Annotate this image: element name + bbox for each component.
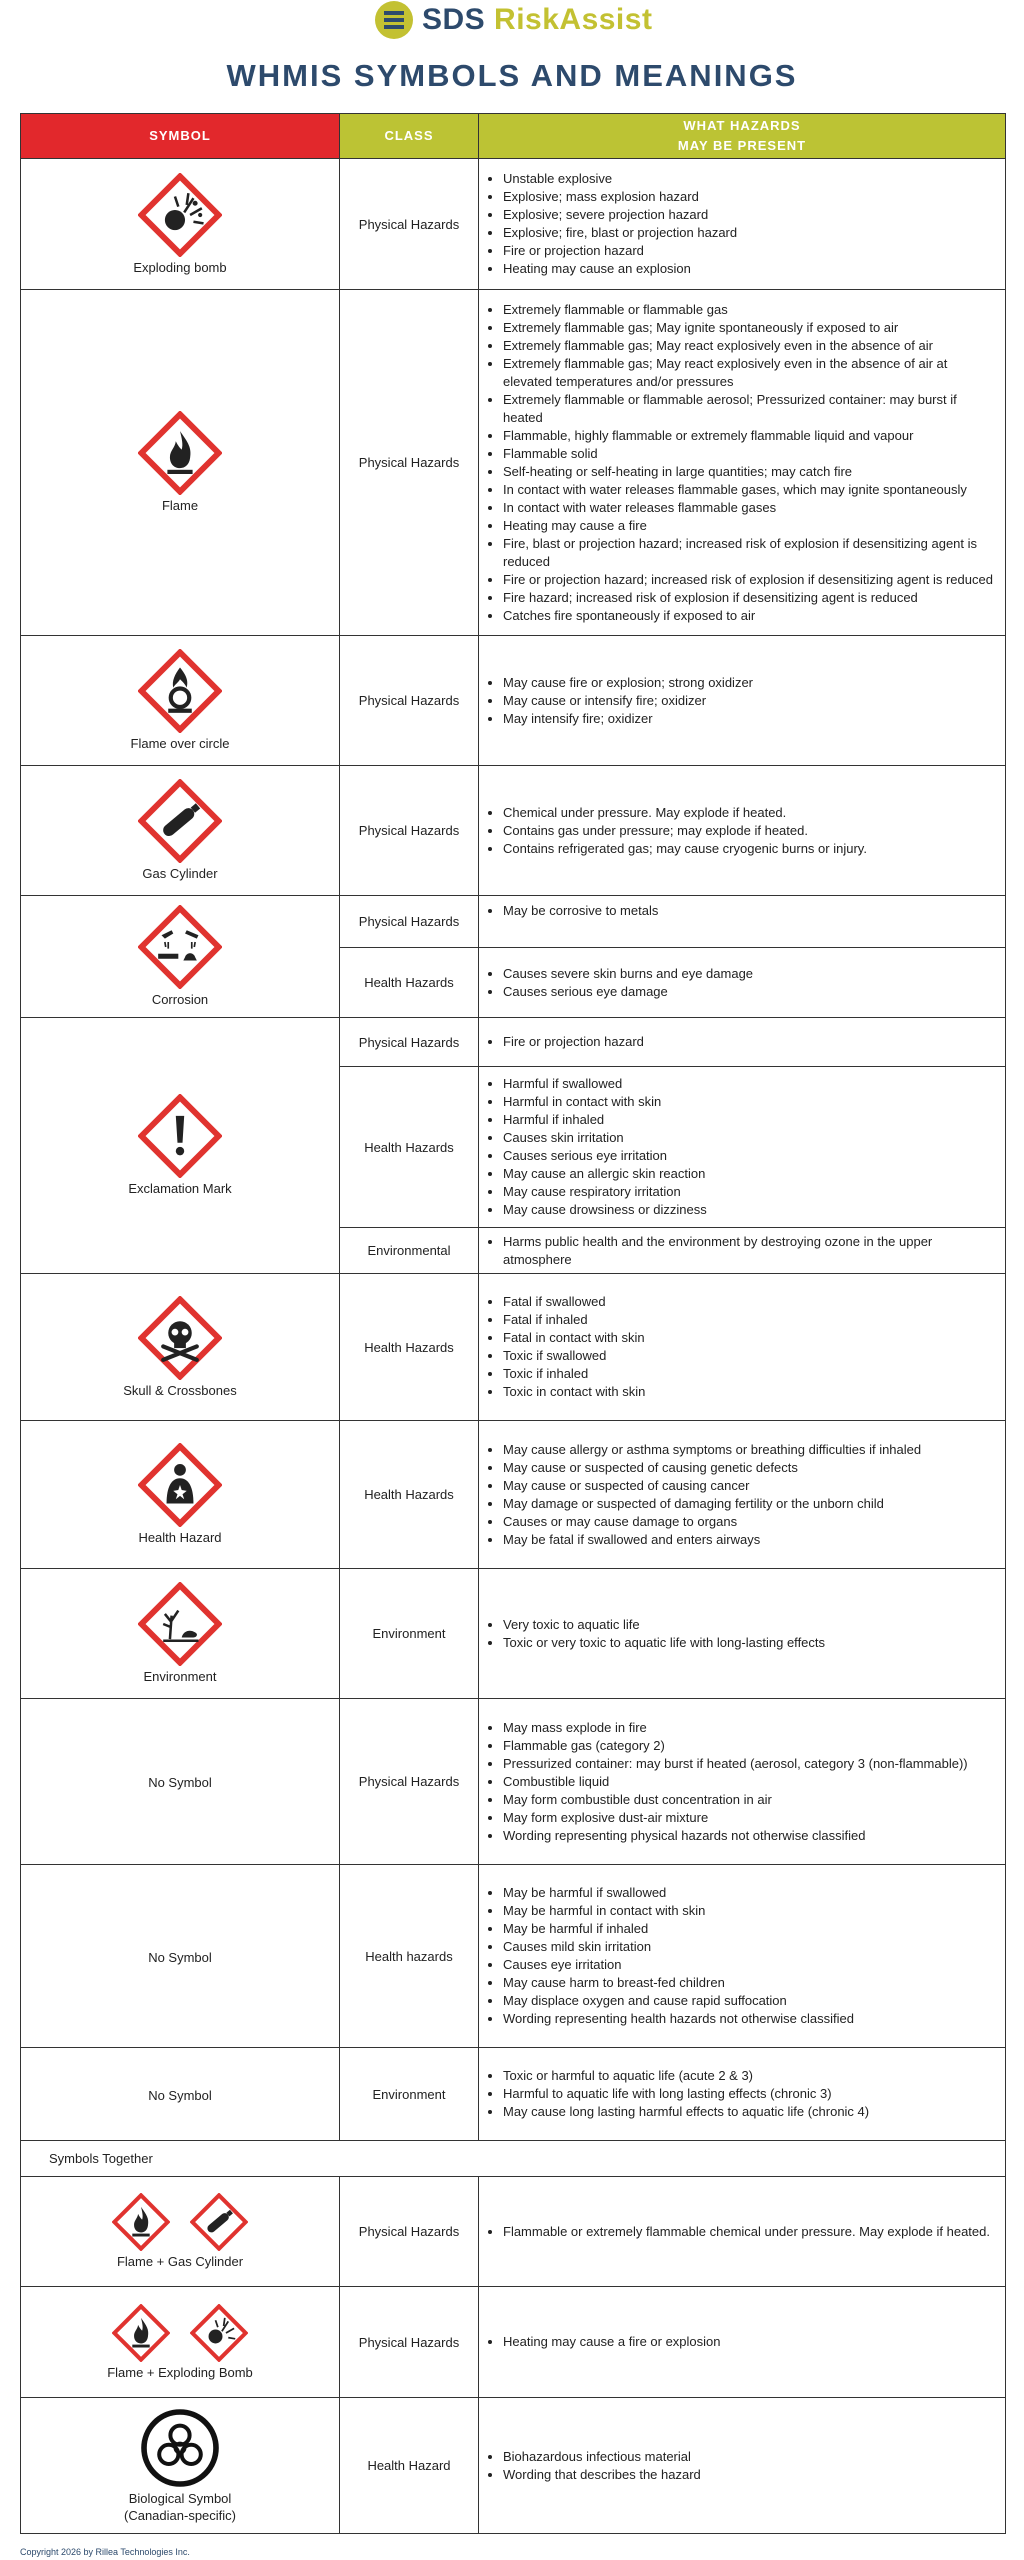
gas-cylinder-icon: [190, 2193, 248, 2251]
hazard-item: • Causes mild skin irritation: [503, 1938, 999, 1956]
hazard-list: [483, 1233, 999, 1269]
class-cell: Physical Hazards: [340, 896, 479, 948]
symbol-label: Gas Cylinder: [142, 866, 218, 881]
hazard-item: • May intensify fire; oxidizer: [503, 710, 999, 728]
hazard-item: • Flammable or extremely flammable chemical under pressure. May explode if heated.: [503, 2223, 999, 2241]
hazard-item: • Unstable explosive: [503, 170, 999, 188]
class-cell: Physical Hazards: [340, 636, 479, 766]
hazard-item: • Extremely flammable or flammable gas: [503, 301, 999, 319]
copyright-text: Copyright 2026 by Rillea Technologies Inc.: [20, 2547, 190, 2557]
table-header-row: [21, 114, 1006, 159]
hazards-cell: [479, 896, 1006, 948]
hazard-item: • Harmful to aquatic life with long lasting effects (chronic 3): [503, 2085, 999, 2103]
hazard-item: • Very toxic to aquatic life: [503, 1616, 999, 1634]
symbol-label: Environment: [143, 1669, 217, 1684]
hazard-item: • May be fatal if swallowed and enters airways: [503, 1531, 999, 1549]
hazard-item: • May cause fire or explosion; strong oxidizer: [503, 674, 999, 692]
corrosion-icon: [138, 905, 222, 989]
symbol-label: Skull & Crossbones: [123, 1382, 237, 1398]
hazard-item: • May damage or suspected of damaging fertility or the unborn child: [503, 1495, 999, 1513]
header-class: CLASS: [340, 114, 479, 159]
table-row: [21, 1274, 1006, 1421]
logo-mark-icon: [374, 0, 414, 40]
class-cell: Physical Hazards: [340, 2287, 479, 2398]
symbol-cell: [21, 1865, 340, 2048]
hazard-item: • Chemical under pressure. May explode if heated.: [503, 804, 999, 822]
symbol-label: Flame + Exploding Bomb: [107, 2364, 253, 2380]
hazard-item: • Fire or projection hazard: [503, 242, 999, 260]
class-cell: Physical Hazards: [340, 766, 479, 896]
symbol-cell: [21, 1699, 340, 1865]
symbol-cell: [21, 2398, 340, 2534]
symbol-label: No Symbol: [148, 2087, 212, 2103]
pictogram-pair: [21, 2193, 339, 2251]
hazard-item: • Fatal if swallowed: [503, 1293, 999, 1311]
hazard-item: • Combustible liquid: [503, 1773, 999, 1791]
hazard-list: [483, 674, 999, 728]
hazard-item: • Causes serious eye damage: [503, 983, 999, 1001]
hazard-item: • Explosive; mass explosion hazard: [503, 188, 999, 206]
table-row: [21, 1018, 1006, 1067]
hazards-cell: [479, 2398, 1006, 2534]
header-hazards: [479, 114, 1006, 159]
hazard-item: • Toxic in contact with skin: [503, 1383, 999, 1401]
hazard-item: • Toxic or very toxic to aquatic life with long-lasting effects: [503, 1634, 999, 1652]
brand-name: [422, 3, 652, 37]
biohazard-icon: [140, 2408, 220, 2488]
hazards-cell: [479, 1865, 1006, 2048]
hazard-item: • Contains refrigerated gas; may cause cryogenic burns or injury.: [503, 840, 999, 858]
hazard-item: • May be harmful if swallowed: [503, 1884, 999, 1902]
hazard-list: [483, 1033, 999, 1051]
hazard-item: • Fatal if inhaled: [503, 1311, 999, 1329]
skull-crossbones-icon: [138, 1296, 222, 1380]
hazard-item: • Toxic or harmful to aquatic life (acute 2 & 3): [503, 2067, 999, 2085]
table-row: [21, 636, 1006, 766]
hazards-cell: [479, 1699, 1006, 1865]
hazard-item: • Extremely flammable or flammable aerosol; Pressurized container: may burst if heated: [503, 391, 999, 427]
hazard-item: • Flammable, highly flammable or extremely flammable liquid and vapour: [503, 427, 999, 445]
hazard-item: • Causes serious eye irritation: [503, 1147, 999, 1165]
symbol-cell: [21, 1569, 340, 1699]
hazard-item: • Wording representing physical hazards not otherwise classified: [503, 1827, 999, 1845]
symbol-cell: [21, 2287, 340, 2398]
hazard-item: • Harms public health and the environment by destroying ozone in the upper atmosphere: [503, 1233, 999, 1269]
hazard-item: • Explosive; severe projection hazard: [503, 206, 999, 224]
symbol-label-line2: (Canadian-specific): [124, 2507, 236, 2523]
class-cell: Health Hazard: [340, 2398, 479, 2534]
table-row: [21, 1421, 1006, 1569]
hazard-item: • Heating may cause a fire or explosion: [503, 2333, 999, 2351]
hazard-item: • Self-heating or self-heating in large quantities; may catch fire: [503, 463, 999, 481]
table-row: [21, 1569, 1006, 1699]
hazard-item: • May be corrosive to metals: [503, 902, 999, 920]
page-title: WHMIS SYMBOLS AND MEANINGS: [226, 58, 798, 93]
health-hazard-icon: [138, 1443, 222, 1527]
symbol-cell: [21, 2177, 340, 2287]
hazard-item: • Wording representing health hazards not otherwise classified: [503, 2010, 999, 2028]
hazards-cell: [479, 1228, 1006, 1274]
hazard-item: • Harmful if inhaled: [503, 1111, 999, 1129]
hazard-item: • May cause or suspected of causing genetic defects: [503, 1459, 999, 1477]
class-cell: Physical Hazards: [340, 159, 479, 290]
symbol-cell: [21, 636, 340, 766]
hazards-cell: [479, 766, 1006, 896]
exploding-bomb-icon: [190, 2304, 248, 2362]
hazards-cell: [479, 1018, 1006, 1067]
hazards-cell: [479, 2177, 1006, 2287]
hazards-cell: [479, 1569, 1006, 1699]
hazards-cell: [479, 1067, 1006, 1228]
symbol-label-line1: Biological Symbol: [128, 2490, 232, 2506]
hazard-item: • May cause drowsiness or dizziness: [503, 1201, 999, 1219]
symbol-cell: [21, 1274, 340, 1421]
pictogram-pair: [21, 2304, 339, 2362]
exploding-bomb-icon: [138, 173, 222, 257]
hazards-cell: [479, 948, 1006, 1018]
hazard-item: • Extremely flammable gas; May react explosively even in the absence of air: [503, 337, 999, 355]
section-heading-row: [21, 2141, 1006, 2177]
hazard-list: [483, 2223, 999, 2241]
hazard-list: [483, 301, 999, 625]
environment-icon: [138, 1582, 222, 1666]
symbol-cell: [21, 159, 340, 290]
hazard-item: • Flammable solid: [503, 445, 999, 463]
hazard-item: • Explosive; fire, blast or projection hazard: [503, 224, 999, 242]
symbol-label: Health Hazard: [138, 1530, 222, 1545]
hazard-item: • Causes skin irritation: [503, 1129, 999, 1147]
table-row: [21, 2287, 1006, 2398]
hazard-item: • May cause allergy or asthma symptoms or breathing difficulties if inhaled: [503, 1441, 999, 1459]
hazard-list: [483, 804, 999, 858]
exclamation-mark-icon: [138, 1094, 222, 1178]
hazard-item: • Heating may cause an explosion: [503, 260, 999, 278]
class-cell: Health hazards: [340, 1865, 479, 2048]
hazard-item: • Biohazardous infectious material: [503, 2448, 999, 2466]
hazard-item: • Contains gas under pressure; may explode if heated.: [503, 822, 999, 840]
hazard-list: [483, 2448, 999, 2484]
hazard-item: • Fatal in contact with skin: [503, 1329, 999, 1347]
hazard-list: [483, 902, 999, 920]
symbols-together-heading: Symbols Together: [21, 2141, 1006, 2177]
hazard-item: • Toxic if swallowed: [503, 1347, 999, 1365]
hazard-item: • May displace oxygen and cause rapid suffocation: [503, 1992, 999, 2010]
flame-over-circle-icon: [138, 649, 222, 733]
hazard-item: • May cause respiratory irritation: [503, 1183, 999, 1201]
page-header: [0, 0, 1024, 100]
symbol-label: No Symbol: [148, 1949, 212, 1965]
hazard-item: • Harmful if swallowed: [503, 1075, 999, 1093]
hazard-item: • May be harmful in contact with skin: [503, 1902, 999, 1920]
symbol-label: Corrosion: [151, 992, 209, 1007]
flame-icon: [112, 2193, 170, 2251]
symbol-label: Flame + Gas Cylinder: [116, 2254, 244, 2269]
hazard-item: • Flammable gas (category 2): [503, 1737, 999, 1755]
hazard-item: • Heating may cause a fire: [503, 517, 999, 535]
symbol-cell: [21, 2048, 340, 2141]
hazard-item: • Causes or may cause damage to organs: [503, 1513, 999, 1531]
table-row: [21, 1865, 1006, 2048]
symbol-label: Flame over circle: [130, 736, 230, 751]
gas-cylinder-icon: [138, 779, 222, 863]
whmis-table: [20, 113, 1006, 2534]
table-row: [21, 2177, 1006, 2287]
table-row: [21, 290, 1006, 636]
table-row: [21, 2398, 1006, 2534]
class-cell: Environment: [340, 2048, 479, 2141]
hazard-list: [483, 1293, 999, 1401]
class-cell: Environment: [340, 1569, 479, 1699]
class-cell: Health Hazards: [340, 948, 479, 1018]
symbol-label: Exclamation Mark: [128, 1181, 232, 1196]
hazard-list: [483, 170, 999, 278]
hazard-list: [483, 1719, 999, 1845]
hazards-cell: [479, 2287, 1006, 2398]
symbol-cell: [21, 896, 340, 1018]
hazard-item: • May form explosive dust-air mixture: [503, 1809, 999, 1827]
hazard-item: • May form combustible dust concentration in air: [503, 1791, 999, 1809]
hazard-list: [483, 2067, 999, 2121]
hazard-item: • May cause long lasting harmful effects to aquatic life (chronic 4): [503, 2103, 999, 2121]
hazard-item: • Fire hazard; increased risk of explosion if desensitizing agent is reduced: [503, 589, 999, 607]
hazard-item: • Harmful in contact with skin: [503, 1093, 999, 1111]
hazard-list: [483, 965, 999, 1001]
flame-icon: [138, 411, 222, 495]
class-cell: Physical Hazards: [340, 2177, 479, 2287]
table-row: [21, 766, 1006, 896]
header-symbol: SYMBOL: [21, 114, 340, 159]
symbol-cell: [21, 1018, 340, 1274]
class-cell: Health Hazards: [340, 1274, 479, 1421]
hazard-item: • May mass explode in fire: [503, 1719, 999, 1737]
hazards-cell: [479, 2048, 1006, 2141]
hazard-item: • Toxic if inhaled: [503, 1365, 999, 1383]
hazard-item: • May cause or suspected of causing cancer: [503, 1477, 999, 1495]
hazard-item: • Wording that describes the hazard: [503, 2466, 999, 2484]
hazard-list: [483, 1616, 999, 1652]
hazard-list: [483, 1884, 999, 2028]
class-cell: Physical Hazards: [340, 1699, 479, 1865]
table-row: [21, 159, 1006, 290]
class-cell: Health Hazards: [340, 1421, 479, 1569]
table-row: [21, 2048, 1006, 2141]
class-cell: Environmental: [340, 1228, 479, 1274]
hazard-item: • Fire or projection hazard: [503, 1033, 999, 1051]
symbol-label: Flame: [161, 498, 199, 513]
symbol-cell: [21, 766, 340, 896]
symbol-label: Exploding bomb: [133, 259, 227, 275]
hazard-item: • Catches fire spontaneously if exposed to air: [503, 607, 999, 625]
hazards-cell: [479, 1421, 1006, 1569]
hazard-item: • In contact with water releases flammable gases, which may ignite spontaneously: [503, 481, 999, 499]
hazard-item: • Causes severe skin burns and eye damage: [503, 965, 999, 983]
hazard-item: • May cause or intensify fire; oxidizer: [503, 692, 999, 710]
hazard-list: [483, 1075, 999, 1219]
hazard-item: • Pressurized container: may burst if heated (aerosol, category 3 (non-flammable)): [503, 1755, 999, 1773]
class-cell: Physical Hazards: [340, 1018, 479, 1067]
hazard-item: • Fire or projection hazard; increased risk of explosion if desensitizing agent is reduced: [503, 571, 999, 589]
class-cell: Physical Hazards: [340, 290, 479, 636]
hazards-cell: [479, 1274, 1006, 1421]
brand-name-part1: SDS: [422, 3, 486, 36]
brand-logo[interactable]: [374, 0, 652, 40]
hazard-item: • May cause an allergic skin reaction: [503, 1165, 999, 1183]
flame-icon: [112, 2304, 170, 2362]
symbol-cell: [21, 290, 340, 636]
hazards-cell: [479, 159, 1006, 290]
brand-name-part2: RiskAssist: [494, 3, 653, 36]
hazard-list: [483, 1441, 999, 1549]
header-hazards-line2: MAY BE PRESENT: [677, 138, 807, 153]
class-cell: Health Hazards: [340, 1067, 479, 1228]
hazard-item: • May be harmful if inhaled: [503, 1920, 999, 1938]
hazard-item: • Extremely flammable gas; May react explosively even in the absence of air at elevated temperatures and/or pressures: [503, 355, 999, 391]
hazard-item: • Causes eye irritation: [503, 1956, 999, 1974]
symbol-label: No Symbol: [148, 1775, 212, 1790]
hazard-list: [483, 2333, 999, 2351]
hazard-item: • Fire, blast or projection hazard; increased risk of explosion if desensitizing agent is reduced: [503, 535, 999, 571]
hazard-item: • In contact with water releases flammable gases: [503, 499, 999, 517]
symbol-cell: [21, 1421, 340, 1569]
header-hazards-line1: WHAT HAZARDS: [683, 118, 801, 133]
hazard-item: • Extremely flammable gas; May ignite spontaneously if exposed to air: [503, 319, 999, 337]
table-row: [21, 896, 1006, 948]
hazards-cell: [479, 290, 1006, 636]
table-row: [21, 1699, 1006, 1865]
hazard-item: • May cause harm to breast-fed children: [503, 1974, 999, 1992]
hazards-cell: [479, 636, 1006, 766]
